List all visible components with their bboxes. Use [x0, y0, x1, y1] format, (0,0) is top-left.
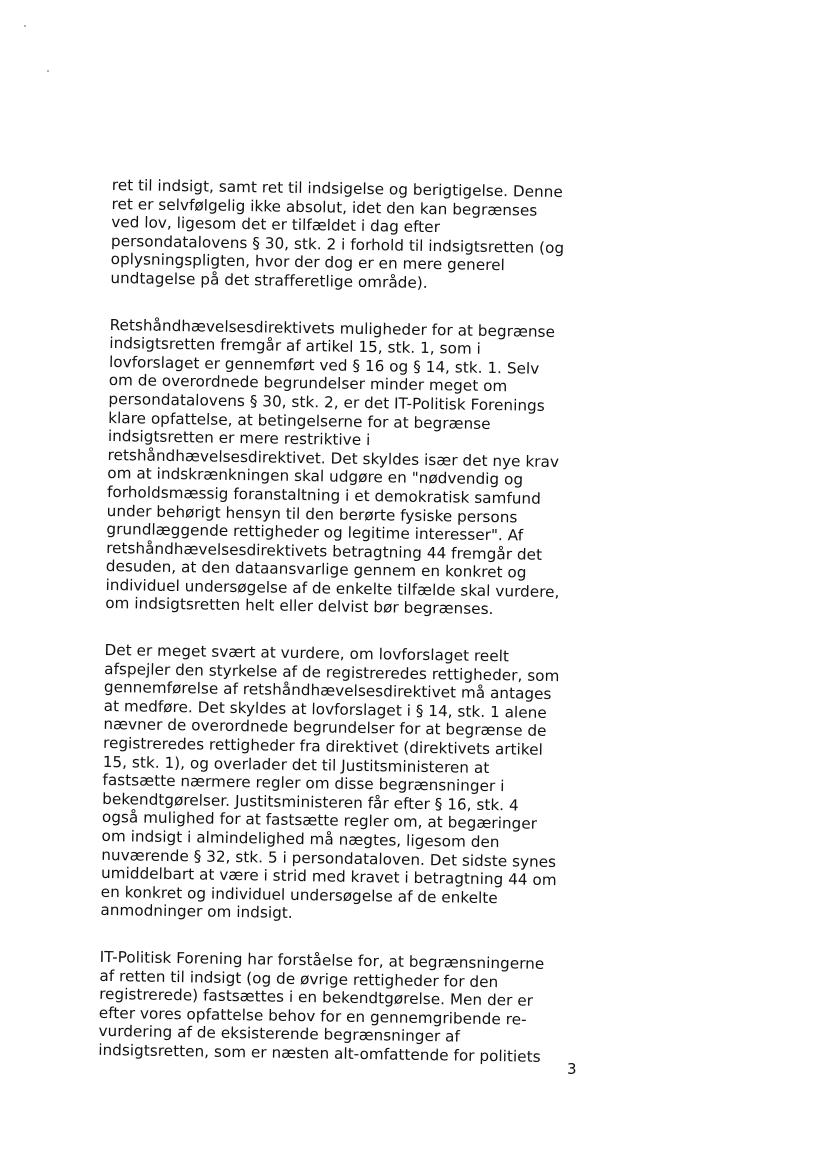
paragraph-4 [98, 948, 590, 1067]
text-line: ret til indsigt, samt ret til indsigelse og berigtigelse. Denne [111, 176, 563, 202]
text-line: vurdering af de eksisterende begrænsninger af [98, 1022, 461, 1046]
text-line: bekendtgørelser. Justitsministeren får efter § 16, stk. 4 [102, 789, 519, 815]
text-line: indsigtsretten er mere restriktive i [107, 427, 371, 450]
text-line: indsigtsretten, som er næsten alt-omfattende for politiets [98, 1040, 541, 1066]
text-line: ved lov, ligesom det er tilfældet i dag efter [111, 213, 441, 237]
text-line: også mulighed for at fastsætte regler om, at begæringer [101, 808, 538, 834]
scan-speck [24, 25, 26, 27]
paragraph-1 [110, 176, 602, 295]
text-line: lovforslaget er gennemført ved § 16 og § 14, stk. 1. Selv [108, 352, 540, 378]
text-line: nuværende § 32, stk. 5 i persondataloven. Det sidste synes [101, 845, 557, 871]
text-line: forholdsmæssig foranstaltning i et demokratisk samfund [106, 482, 542, 508]
text-line: under behørigt hensyn til den berørte fysiske persons [106, 501, 518, 526]
text-line: om indsigt i almindelighed må nægtes, ligesom den [101, 826, 500, 852]
text-line: registrerede) fastsættes i en bekendtgørelse. Men der er [99, 985, 534, 1010]
text-line: anmodninger om indsigt. [100, 901, 293, 923]
text-line: om indsigtsretten helt eller delvist bør begrænses. [105, 594, 494, 619]
text-line: indsigtsretten fremgår af artikel 15, stk. 1, som i [109, 334, 482, 358]
text-line: retshåndhævelsesdirektivets betragtning 44 fremgår det [106, 538, 543, 564]
text-line: nævner de overordnede begrundelser for at begrænse de [103, 715, 547, 741]
text-line: Det er meget svært at vurdere, om lovforslaget reelt [104, 641, 510, 666]
paragraph-3 [100, 641, 594, 928]
text-line: individuel undersøgelse af de enkelte tilfælde skal vurdere, [105, 575, 560, 601]
text-line: ret er selvfølgelig ikke absolut, idet den kan begrænses [111, 194, 538, 220]
text-line: 15, stk. 1), og overlader det til Justitsministeren at [102, 752, 490, 777]
text-line: klare opfattelse, at betingelserne for at begrænse [108, 408, 491, 433]
text-line: en konkret og individuel undersøgelse af de enkelte [100, 882, 498, 907]
text-line: gennemførelse af retshåndhævelsesdirektivet må antages [103, 678, 552, 704]
text-line: grundlæggende rettigheder og legitime interesser". Af [106, 520, 524, 545]
text-line: at medføre. Det skyldes at lovforslaget i § 14, stk. 1 alene [103, 696, 547, 722]
text-line: fastsætte nærmere regler om disse begrænsninger i [102, 771, 505, 796]
text-line: om de overordnede begrundelser minder meget om [108, 371, 508, 396]
text-line: registreredes rettigheder fra direktivet (direktivets artikel [102, 733, 544, 759]
scan-speck [47, 70, 49, 72]
text-line: Retshåndhævelsesdirektivets muligheder for at begrænse [109, 315, 556, 341]
page-number: 3 [567, 1060, 577, 1078]
text-line: om at indskrænkningen skal udgøre en "nødvendig og [107, 464, 524, 489]
text-line: umiddelbart at være i strid med kravet i betragtning 44 om [100, 864, 557, 890]
text-line: af retten til indsigt (og de øvrige rettigheder for den [99, 966, 499, 991]
text-line: afspejler den styrkelse af de registreredes rettigheder, som [104, 659, 560, 685]
text-line: oplysningspligten, hvor der dog er en mere generel [110, 250, 505, 275]
text-line: undtagelse på det strafferetlige område). [110, 268, 428, 292]
text-line: persondatalovens § 30, stk. 2 i forhold til indsigtsretten (og [110, 231, 565, 257]
body-text [98, 176, 602, 1095]
text-line: persondatalovens § 30, stk. 2, er det IT-Politisk Forenings [108, 389, 545, 415]
text-line: retshåndhævelsesdirektivet. Det skyldes især det nye krav [107, 445, 560, 471]
text-line: efter vores opfattelse behov for en gennemgribende re- [98, 1003, 527, 1029]
text-line: IT-Politisk Forening har forståelse for, at begrænsningerne [99, 947, 545, 973]
text-line: desuden, at den dataansvarlige gennem en konkret og [105, 557, 527, 582]
paragraph-2 [105, 316, 600, 621]
